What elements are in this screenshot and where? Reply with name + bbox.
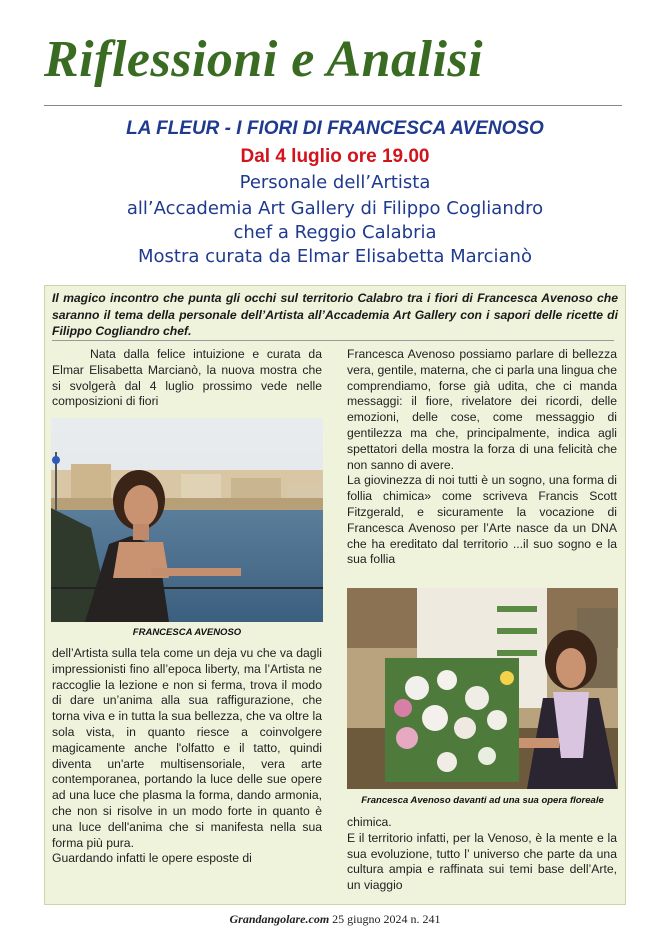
masthead-title: Riflessioni e Analisi (44, 31, 484, 88)
header-divider (44, 105, 622, 106)
subtitle-line: Personale dell’Artista (239, 172, 431, 193)
paragraph: Francesca Avenoso possiamo parlare di bellezza vera, gentile, materna, che ci parla una lingua che comprendiamo, forse già udita, che ci manda messaggi: il fiore, rivelatore dei ricordi, delle emozioni, delle cose, come messaggio di gentilezza ma che, principalmente, indica agli spettatori della mostra la forza di una felicità che non sanno di avere. (347, 347, 617, 472)
intro-divider (52, 340, 614, 341)
column-right-text-continued (347, 815, 617, 894)
subtitle-line: all’Accademia Art Gallery di Filippo Cogliandro (126, 198, 544, 219)
subtitle-line: Mostra curata da Elmar Elisabetta Marcianò (138, 246, 532, 267)
footer-issue: 25 giugno 2024 n. 241 (329, 912, 441, 926)
paragraph: E il territorio infatti, per la Venoso, è la mente e la sua evoluzione, tutto l’ universo che parte da una cultura ampia e raffinata sui temi base dell’Arte, un viaggio (347, 830, 617, 893)
article-title: LA FLEUR - I FIORI DI FRANCESCA AVENOSO (126, 118, 544, 139)
photo-artist-with-painting (347, 588, 618, 789)
column-left-text (52, 347, 322, 410)
paragraph: dell’Artista sulla tela come un deja vu che va dagli impressionisti fino all’epoca liberty, ma l’Artista ne raccoglie la lezione e non si ferma, trova il modo di dare un’anima alla sua raffigurazione, che torna viva e in tutta la sua bellezza, che va oltre la sola vista, in quanto riesce a coinvolgere magicamente anche l'olfatto e il tatto, quindi diventa un'arte multisensoriale, vera arte contemporanea, portando la luce delle sue opere ad una luce che plasma la forma, dando armonia, che non si risolve in un modo forte in quanto è una luce dell'anima che si manifesta nella sua forma più pura. (52, 646, 322, 850)
column-right-text (347, 347, 617, 568)
photo-artist-seaside (51, 418, 323, 622)
paragraph: chimica. (347, 815, 392, 829)
article-intro: Il magico incontro che punta gli occhi sul territorio Calabro tra i fiori di Francesca Avenoso che saranno il tema della personale dell’Artista all’Accademia Art Gallery con i sapori delle ricette di Filippo Cogliandro chef. (52, 291, 618, 338)
photo-caption: Francesca Avenoso davanti ad una sua opera floreale (361, 795, 604, 806)
column-left-text-continued (52, 646, 322, 867)
footer-site: Grandangolare.com (229, 912, 330, 926)
photo-caption: FRANCESCA AVENOSO (132, 627, 242, 638)
paragraph: Nata dalla felice intuizione e curata da Elmar Elisabetta Marcianò, la nuova mostra che si svolgerà dal 4 luglio prossimo vede nelle composizioni di fiori (52, 347, 322, 409)
paragraph: Guardando infatti le opere esposte di (52, 851, 252, 866)
event-date: Dal 4 luglio ore 19.00 (240, 146, 430, 167)
subtitle-line: chef a Reggio Calabria (233, 222, 437, 243)
page-footer (0, 912, 670, 927)
paragraph: La giovinezza di noi tutti è un sogno, una forma di follia chimica» come scriveva Francis Scott Fitzgerald, e sicuramente la vocazione di Francesca Avenoso per l’Arte nasce da un DNA che ha ereditato dal territorio ...il suo sogno e la sua follia (347, 473, 617, 567)
